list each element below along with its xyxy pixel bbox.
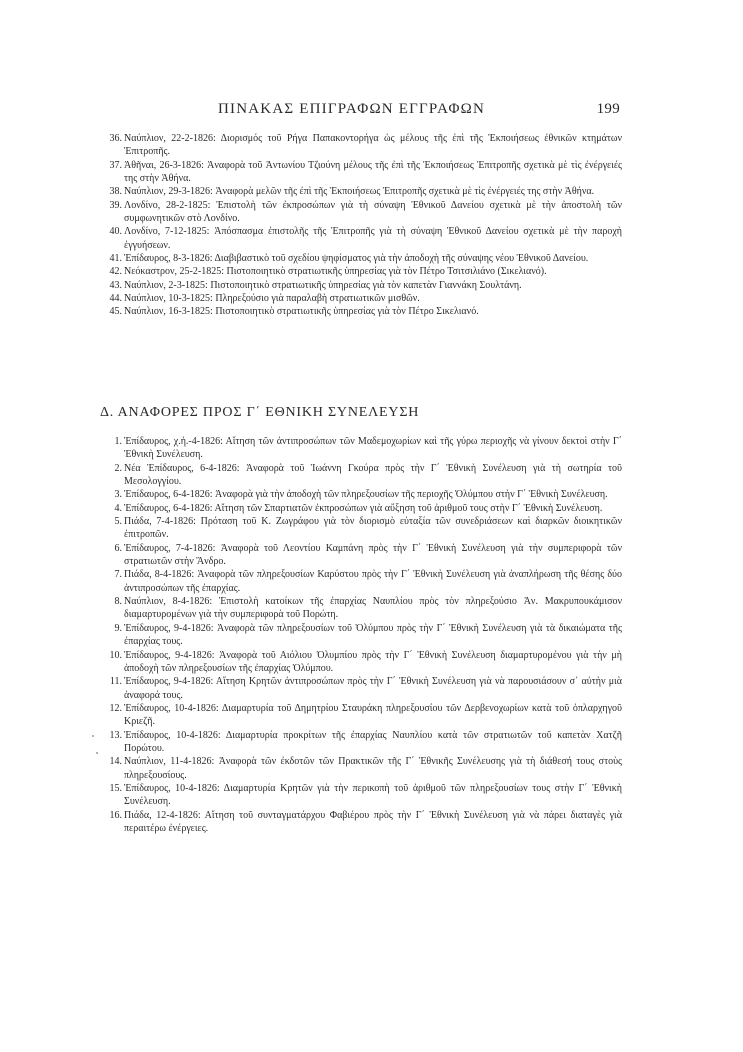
entry-text: Πιάδα, 8-4-1826: Ἀναφορὰ τῶν πληρεξουσίων Καρύστου πρὸς τὴν Γ΄ Ἐθνικὴ Συνέλευση γιὰ ἀναπλήρωση τῆς θέσης δύο ἀντιπροσώπων τῆς ἐπαρχίας.	[124, 569, 622, 594]
list-item	[100, 488, 622, 501]
entry-number: 36.	[109, 133, 122, 144]
entry-number: 10.	[109, 649, 122, 661]
entry-text: Ναύπλιον, 16-3-1825: Πιστοποιητικὸ στρατιωτικῆς ὑπηρεσίας γιὰ τὸν Πέτρο Σικελιανό.	[124, 306, 479, 318]
entry-number: 11.	[109, 676, 122, 688]
entry-number: 14.	[109, 756, 122, 768]
list-item	[100, 568, 622, 595]
entry-number: 16.	[109, 809, 122, 821]
list-item	[100, 515, 622, 542]
running-title: ΠΙΝΑΚΑΣ ΕΠΙΓΡΑΦΩΝ ΕΓΓΡΑΦΩΝ	[218, 101, 486, 117]
entry-number: 8.	[114, 596, 122, 608]
entry-number: 37.	[109, 159, 122, 171]
list-item	[100, 159, 622, 186]
list-item	[100, 675, 622, 702]
entry-number: 45.	[109, 306, 122, 318]
list-item	[100, 595, 622, 622]
entry-number: 43.	[109, 279, 122, 291]
entry-number: 13.	[109, 729, 122, 741]
list-item	[100, 809, 622, 836]
entry-text: Ναύπλιον, 22-2-1826: Διορισμός τοῦ Ρήγα Παπακοντορήγα ὡς μέλους τῆς ἐπὶ τῆς Ἐκποιήσεως ἐθνικῶν κτημάτων Ἐπιτροπῆς.	[124, 133, 622, 158]
entry-number: 39.	[109, 199, 122, 211]
entry-number: 15.	[109, 782, 122, 794]
list-item	[100, 649, 622, 676]
entry-text: Ἐπίδαυρος, 6-4-1826: Αἴτηση τῶν Σπαρτιατῶν ἐκπροσώπων γιὰ αὔξηση τοῦ ἀριθμοῦ τους στὴν Γ΄ Ἐθνικὴ Συνέλευση.	[124, 502, 603, 514]
entry-text: Νέα Ἐπίδαυρος, 6-4-1826: Ἀναφορὰ τοῦ Ἰωάννη Γκούρα πρὸς τὴν Γ΄ Ἐθνικὴ Συνέλευση γιὰ τὴ σωτηρία τοῦ Μεσολογγίου.	[124, 462, 622, 488]
entry-number: 44.	[109, 293, 122, 305]
entry-text: Ναύπλιον, 29-3-1826: Ἀναφορὰ μελῶν τῆς ἐπὶ τῆς Ἐκποιήσεως Ἐπιτροπῆς σχετικὰ μὲ τὶς ἐνέργειές της στὴν Ἀθήνα.	[124, 186, 595, 198]
list-item	[100, 265, 622, 278]
entry-number: 2.	[114, 462, 122, 474]
list-item	[100, 305, 622, 318]
entry-text: Νεόκαστρον, 25-2-1825: Πιστοποιητικὸ στρατιωτικῆς ὑπηρεσίας γιὰ τὸν Πέτρο Τσιτσιλιάνο (Σικελιανό).	[124, 266, 547, 278]
list-item	[100, 702, 622, 729]
scan-speck	[92, 735, 94, 737]
entries-list-top	[100, 132, 622, 319]
entry-text: Πιάδα, 12-4-1826: Αἴτηση τοῦ συνταγματάρχου Φαβιέρου πρὸς τὴν Γ΄ Ἐθνικὴ Συνέλευση γιὰ νὰ πάρει διαταγὲς γιὰ περαιτέρω ἐνέργειες.	[124, 809, 622, 834]
entry-text: Λονδίνο, 7-12-1825: Ἀπόσπασμα ἐπιστολῆς τῆς Ἐπιτροπῆς γιὰ τὴ σύναψη Ἐθνικοῦ Δανείου σχετικὰ μὲ τὴν παροχὴ ἐγγυήσεων.	[124, 226, 622, 251]
entry-number: 4.	[114, 502, 122, 514]
list-item	[100, 622, 622, 649]
entry-text: Ἐπίδαυρος, 8-3-1826: Διαβιβαστικὸ τοῦ σχεδίου ψηφίσματος γιὰ τὴν ἀποδοχὴ τῆς σύναψης νέου Ἐθνικοῦ Δανείου.	[124, 253, 589, 265]
list-item	[100, 542, 622, 569]
entry-number: 5.	[114, 516, 122, 528]
entry-text: Ἐπίδαυρος, 10-4-1826: Διαμαρτυρία Κρητῶν γιὰ τὴν περικοπὴ τοῦ ἀριθμοῦ τῶν πληρεξουσίων τους στὴν Γ΄ Ἐθνικὴ Συνέλευση.	[124, 782, 622, 808]
list-item	[100, 199, 622, 226]
entry-text: Πιάδα, 7-4-1826: Πρόταση τοῦ Κ. Ζωγράφου γιὰ τὸν διορισμὸ εὐταξία τῶν συνεδριάσεων καὶ διαρκῶν διοικητικῶν ἐπιτροπῶν.	[124, 516, 622, 541]
page-number: 199	[596, 101, 620, 117]
list-item	[100, 292, 622, 305]
entry-text: Ἀθῆναι, 26-3-1826: Ἀναφορὰ τοῦ Ἀντωνίου Τζιούνη μέλους τῆς ἐπὶ τῆς Ἐκποιήσεως Ἐπιτροπῆς σχετικὰ μὲ τὶς ἐνέργειές της στὴν Ἀθήνα.	[124, 159, 622, 185]
list-item	[100, 252, 622, 265]
entry-number: 42.	[109, 266, 122, 278]
entry-number: 9.	[114, 622, 122, 634]
list-item	[100, 132, 622, 159]
list-item	[100, 782, 622, 809]
entry-text: Ναύπλιον, 2-3-1825: Πιστοποιητικὸ στρατιωτικῆς ὑπηρεσίας γιὰ τὸν καπετὰν Γιαννάκη Σουλτάνη.	[124, 279, 522, 291]
list-item	[100, 755, 622, 782]
entry-number: 40.	[109, 226, 122, 238]
entry-text: Ναύπλιον, 10-3-1825: Πληρεξούσιο γιὰ παραλαβὴ στρατιωτικῶν μισθῶν.	[124, 293, 420, 305]
entry-text: Ἐπίδαυρος, 9-4-1826: Αἴτηση Κρητῶν ἀντιπροσώπων πρὸς τὴν Γ΄ Ἐθνικὴ Συνέλευση γιὰ νὰ παρουσιάσουν σ᾿ αὐτὴν μιὰ ἀναφορά τους.	[124, 676, 622, 701]
entries-list-bottom	[100, 435, 622, 835]
entry-text: Ἐπίδαυρος, 10-4-1826: Διαμαρτυρία τοῦ Δημητρίου Σταυράκη πληρεξουσίου τῶν Δερβενοχωρίων κατὰ τοῦ ὁπλαρχηγοῦ Κριεζῆ.	[124, 702, 622, 728]
list-item	[100, 279, 622, 292]
entry-text: Ἐπίδαυρος, 7-4-1826: Ἀναφορὰ τοῦ Λεοντίου Καμπάνη πρὸς τὴν Γ΄ Ἐθνικὴ Συνέλευση γιὰ τὴν συμπεριφορὰ τῶν στρατιωτῶν στὴν Ἄνδρο.	[124, 542, 622, 568]
entry-number: 6.	[114, 542, 122, 554]
entry-number: 1.	[114, 436, 122, 447]
entry-text: Ἐπίδαυρος, 9-4-1826: Ἀναφορὰ τοῦ Αιόλιου Ὀλυμπίου πρὸς τὴν Γ΄ Ἐθνικὴ Συνέλευση διαμαρτυρομένου γιὰ τὴν μὴ ἀποδοχὴ τῶν πληρεξουσίων τῆς ἐπαρχίας Ὀλύμπου.	[124, 649, 622, 674]
list-item	[100, 435, 622, 462]
list-item	[100, 225, 622, 252]
list-item	[100, 462, 622, 489]
section-heading: Δ. ΑΝΑΦΟΡΕΣ ΠΡΟΣ Γ΄ ΕΘΝΙΚΗ ΣΥΝΕΛΕΥΣΗ	[100, 405, 420, 420]
entry-number: 38.	[109, 186, 122, 198]
entry-text: Ἐπίδαυρος, 6-4-1826: Ἀναφορὰ γιὰ τὴν ἀποδοχὴ τῶν πληρεξουσίων τῆς περιοχῆς Ὀλύμπου στὴν Γ΄ Ἐθνικὴ Συνέλευση.	[124, 489, 608, 501]
entry-text: Ἐπίδαυρος, χ.ἡ.-4-1826: Αἴτηση τῶν ἀντιπροσώπων τῶν Μαδεμοχωρίων καὶ τῆς γύρω περιοχῆς νὰ γίνουν δεκτοὶ στὴν Γ΄ Ἐθνικὴ Συνέλευση.	[124, 436, 622, 461]
entry-text: Ἐπίδαυρος, 10-4-1826: Διαμαρτυρία προκρίτων τῆς ἐπαρχίας Ναυπλίου κατὰ τῶν στρατιωτῶν τοῦ καπετὰν Χατζῆ Πορώτου.	[124, 729, 622, 754]
scan-speck	[96, 752, 98, 754]
list-item	[100, 729, 622, 756]
entry-text: Ἐπίδαυρος, 9-4-1826: Ἀναφορὰ τῶν πληρεξουσίων τοῦ Ὀλύμπου πρὸς τὴν Γ΄ Ἐθνικὴ Συνέλευση γιὰ τὰ δικαιώματα τῆς ἐπαρχίας τους.	[124, 622, 622, 648]
entry-text: Λονδίνο, 28-2-1825: Ἐπιστολὴ τῶν ἐκπροσώπων γιὰ τὴ σύναψη Ἐθνικοῦ Δανείου σχετικὰ μὲ τὴν ἀποστολὴ τῶν συμφωνητικῶν στὸ Λονδίνο.	[124, 199, 622, 225]
entry-number: 41.	[109, 253, 122, 265]
entry-number: 12.	[109, 702, 122, 714]
entry-number: 3.	[114, 489, 122, 501]
list-item	[100, 502, 622, 515]
list-item	[100, 185, 622, 198]
entry-number: 7.	[114, 569, 122, 581]
entry-text: Ναύπλιον, 8-4-1826: Ἐπιστολὴ κατοίκων τῆς ἐπαρχίας Ναυπλίου πρὸς τὸν πληρεξούσιο Ἀν. Μακρυπουκάμισον διαμαρτυρομένων γιὰ τὴν συμπεριφορὰ τοῦ Πορώτη.	[124, 596, 622, 621]
entry-text: Ναύπλιον, 11-4-1826: Ἀναφορὰ τῶν ἐκδοτῶν τῶν Πρακτικῶν τῆς Γ΄ Ἐθνικῆς Συνέλευσης γιὰ τὴ διάθεσή τους στοὺς πληρεξουσίους.	[124, 756, 622, 781]
